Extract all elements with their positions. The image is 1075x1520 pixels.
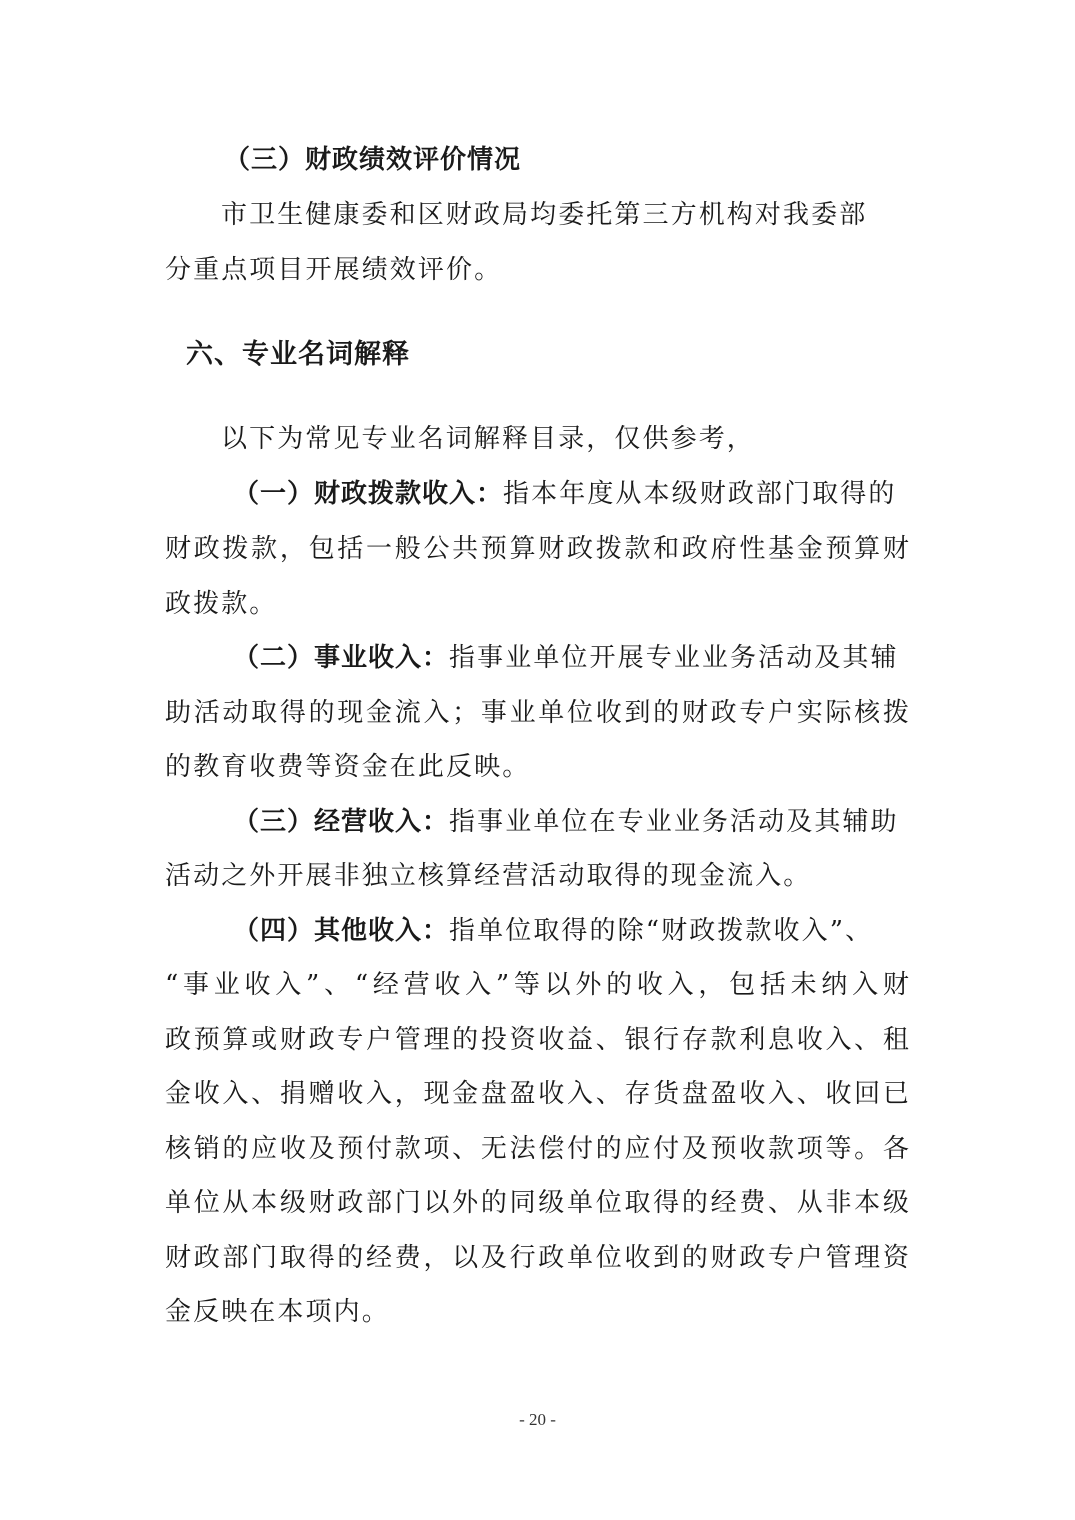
paragraph-line: 的教育收费等资金在此反映。 bbox=[165, 752, 531, 782]
term-text: 指单位取得的除“财政拨款收入”、 bbox=[449, 916, 874, 946]
paragraph-line: 市卫生健康委和区财政局均委托第三方机构对我委部 bbox=[221, 200, 868, 230]
paragraph-line: “事业收入”、“经营收入”等以外的收入，包括未纳入财 bbox=[165, 970, 911, 1000]
paragraph-line: 活动之外开展非独立核算经营活动取得的现金流入。 bbox=[165, 861, 812, 891]
paragraph-line: 核销的应收及预付款项、无法偿付的应付及预收款项等。各 bbox=[165, 1134, 911, 1164]
paragraph-line: 分重点项目开展绩效评价。 bbox=[165, 255, 503, 285]
term-label-fiscal-appropriation: （一）财政拨款收入： bbox=[233, 479, 504, 509]
term-label-operating-income: （三）经营收入： bbox=[233, 807, 450, 837]
term-text: 指事业单位开展专业业务活动及其辅 bbox=[449, 643, 899, 673]
term-label-other-income: （四）其他收入： bbox=[233, 916, 450, 946]
paragraph-line: 政拨款。 bbox=[165, 589, 278, 619]
paragraph-line: 金收入、捐赠收入，现金盘盈收入、存货盘盈收入、收回已 bbox=[165, 1079, 911, 1109]
paragraph-line: 财政部门取得的经费，以及行政单位收到的财政专户管理资 bbox=[165, 1243, 911, 1273]
page-number: - 20 - bbox=[519, 1410, 556, 1429]
term-line bbox=[233, 640, 911, 676]
paragraph-line: 助活动取得的现金流入；事业单位收到的财政专户实际核拨 bbox=[165, 698, 911, 728]
paragraph-line: 财政拨款，包括一般公共预算财政拨款和政府性基金预算财 bbox=[165, 534, 911, 564]
paragraph-line: 金反映在本项内。 bbox=[165, 1297, 390, 1327]
term-line bbox=[233, 913, 911, 949]
term-label-business-income: （二）事业收入： bbox=[233, 643, 450, 673]
chapter-heading-glossary: 六、专业名词解释 bbox=[186, 339, 410, 370]
paragraph-line: 单位从本级财政部门以外的同级单位取得的经费、从非本级 bbox=[165, 1188, 911, 1218]
term-line bbox=[233, 476, 911, 512]
intro-line: 以下为常见专业名词解释目录，仅供参考， bbox=[221, 424, 755, 454]
term-text: 指事业单位在专业业务活动及其辅助 bbox=[449, 807, 899, 837]
term-text: 指本年度从本级财政部门取得的 bbox=[503, 479, 897, 509]
section-heading-performance-evaluation: （三）财政绩效评价情况 bbox=[224, 145, 522, 175]
paragraph-line: 政预算或财政专户管理的投资收益、银行存款利息收入、租 bbox=[165, 1025, 911, 1055]
term-line bbox=[233, 804, 911, 840]
